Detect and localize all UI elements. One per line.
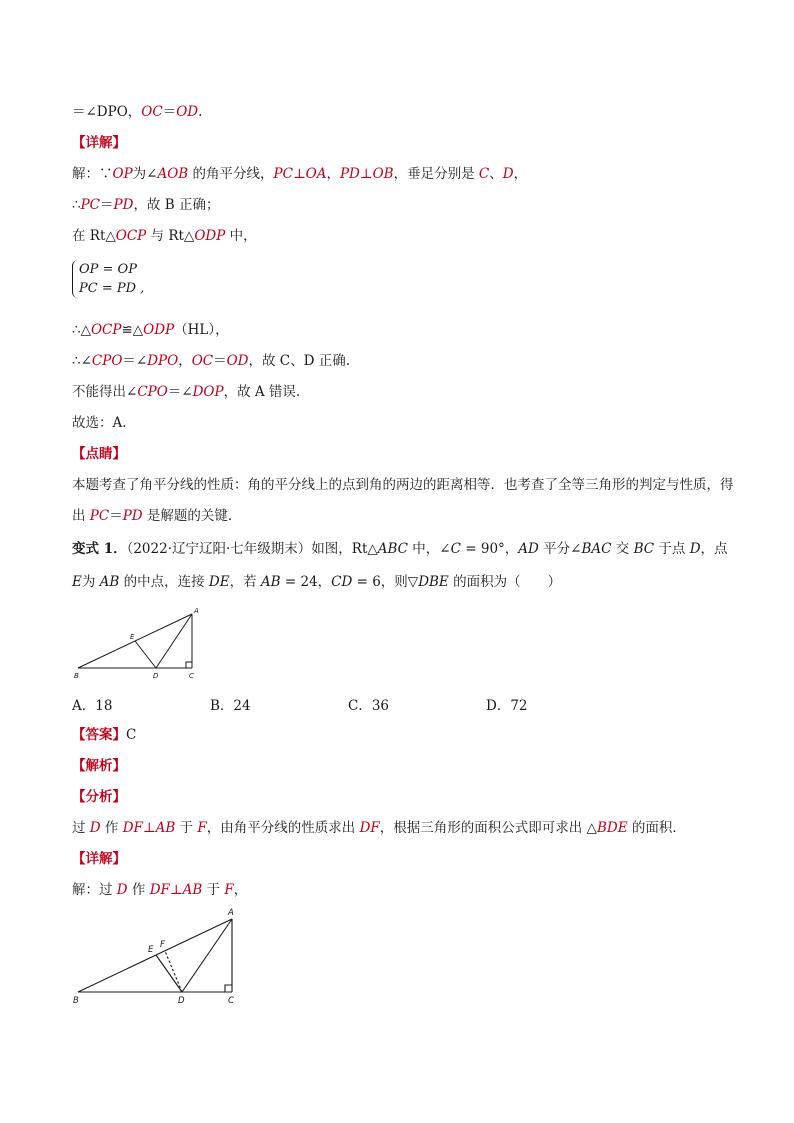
text: 为 xyxy=(81,574,100,590)
text: ＝∠DPO， xyxy=(72,104,142,120)
line-10 xyxy=(72,880,734,900)
math: AB xyxy=(99,574,120,590)
text: ∴ xyxy=(72,197,81,213)
label-e: E xyxy=(130,633,135,641)
equation-row: OP = OP xyxy=(79,262,137,277)
math: ⊥ xyxy=(292,166,306,182)
text: . xyxy=(198,104,203,120)
answer-value: C xyxy=(126,727,137,743)
right-angle-mark xyxy=(225,985,232,992)
text: ， xyxy=(326,166,340,182)
math: OP xyxy=(112,166,133,182)
text: 与 Rt△ xyxy=(146,228,195,244)
math: D xyxy=(502,166,514,182)
text: 的中点，连接 xyxy=(119,574,209,590)
section-point-heading: 【点睛】 xyxy=(72,446,126,462)
text: 在 Rt△ xyxy=(72,228,116,244)
label-f: F xyxy=(160,940,165,950)
line-7 xyxy=(72,382,734,402)
section-detail-heading-2: 【详解】 xyxy=(72,851,126,867)
text: ，故 B 正确； xyxy=(133,197,220,213)
section-fenxi-heading: 【分析】 xyxy=(72,789,126,805)
label-b: B xyxy=(74,672,79,680)
math: OD xyxy=(226,353,249,369)
label-e: E xyxy=(148,945,154,955)
math: C xyxy=(450,541,461,557)
math: AOB xyxy=(157,166,189,182)
text: ， xyxy=(178,353,192,369)
math: BDE xyxy=(596,820,628,836)
math: BAC xyxy=(581,541,612,557)
text: 为∠ xyxy=(132,166,158,182)
text: ∴△ xyxy=(72,322,91,338)
math: ODP xyxy=(143,322,175,338)
math: D xyxy=(689,541,701,557)
math: ABC xyxy=(377,541,409,557)
math: PD xyxy=(113,197,134,213)
math: ⊥ xyxy=(169,882,183,898)
math: DBE xyxy=(418,574,449,590)
text: （2022·辽宁辽阳·七年级期末）如图，Rt△ xyxy=(126,541,378,557)
math: DF xyxy=(122,820,143,836)
option-b: B．24 xyxy=(210,698,251,714)
line-8: 故选：A. xyxy=(72,415,127,431)
math: CD xyxy=(331,574,353,590)
text: 本题考查了角平分线的性质：角的平分线上的点到角的两边的距离相等．也考查了全等三角形的判定与性质，得出 xyxy=(72,477,734,524)
math: AB xyxy=(155,820,176,836)
label-d: D xyxy=(153,672,159,680)
text: = 6，则▽ xyxy=(352,574,419,590)
text: ，故 A 错误. xyxy=(223,384,301,400)
text: ，若 xyxy=(229,574,261,590)
line-9 xyxy=(72,818,734,838)
math: PD xyxy=(122,508,143,524)
label-d: D xyxy=(178,996,185,1006)
line-6 xyxy=(72,351,734,371)
math: OCP xyxy=(115,228,147,244)
line-5 xyxy=(72,320,734,340)
math: BC xyxy=(633,541,655,557)
text: 交 xyxy=(611,541,634,557)
math: OD xyxy=(176,104,199,120)
section-analysis-heading: 【解析】 xyxy=(72,758,126,774)
math: ODP xyxy=(194,228,226,244)
math: PC xyxy=(89,508,110,524)
label-c: C xyxy=(228,996,234,1006)
math: DPO xyxy=(147,353,179,369)
text: ≌△ xyxy=(121,322,144,338)
text: 过 xyxy=(72,820,90,836)
text: 解：∵ xyxy=(72,166,113,182)
math: D xyxy=(89,820,101,836)
math: DE xyxy=(208,574,230,590)
text: 是解题的关键． xyxy=(142,508,242,524)
text: 作 xyxy=(127,882,150,898)
label-a: A xyxy=(228,908,234,918)
text: 中，∠ xyxy=(408,541,451,557)
text: ，故 C、D 正确. xyxy=(248,353,351,369)
math: CPO xyxy=(137,384,168,400)
text: ＝ xyxy=(162,104,177,120)
segment-de xyxy=(135,641,156,668)
text: ＝∠ xyxy=(167,384,193,400)
math: CPO xyxy=(91,353,123,369)
math: ⊥ xyxy=(359,166,373,182)
math: DF xyxy=(359,820,380,836)
line-3 xyxy=(72,195,734,215)
math: F xyxy=(197,820,207,836)
right-angle-mark xyxy=(186,662,192,668)
math: OB xyxy=(372,166,394,182)
label-a: A xyxy=(194,607,199,615)
text: ，根据三角形的面积公式即可求出 △ xyxy=(379,820,597,836)
math: ⊥ xyxy=(142,820,156,836)
math: OCP xyxy=(90,322,122,338)
triangle-figure-1 xyxy=(68,605,208,683)
equation-system xyxy=(72,260,144,298)
triangle-figure-2 xyxy=(66,903,248,1011)
text: 于 xyxy=(175,820,198,836)
math: OA xyxy=(305,166,327,182)
text: ，点 xyxy=(700,541,728,557)
line-4 xyxy=(72,226,734,246)
math: PD xyxy=(339,166,360,182)
math: C xyxy=(478,166,490,182)
math: OC xyxy=(141,104,163,120)
text: （HL）， xyxy=(174,322,229,338)
text: ＝ xyxy=(109,508,123,524)
math: F xyxy=(224,882,234,898)
equation-row: PC = PD , xyxy=(79,281,145,296)
question-number: 变式 1． xyxy=(72,541,127,557)
math: DF xyxy=(149,882,170,898)
text: ， xyxy=(233,882,248,898)
option-c: C．36 xyxy=(348,698,390,714)
text: ，由角平分线的性质求出 xyxy=(206,820,360,836)
text: 的面积． xyxy=(627,820,686,836)
math: OC xyxy=(191,353,214,369)
text: 于 xyxy=(202,882,225,898)
label-c: C xyxy=(189,672,194,680)
math: PC xyxy=(80,197,101,213)
segment-de xyxy=(156,955,182,992)
text: = 90°， xyxy=(460,541,519,557)
math: E xyxy=(72,574,82,590)
option-a: A．18 xyxy=(72,698,113,714)
answer-line xyxy=(72,725,734,745)
question-text xyxy=(72,533,734,599)
math: AD xyxy=(518,541,539,557)
option-d: D．72 xyxy=(486,698,528,714)
text: 平分∠ xyxy=(538,541,582,557)
segment-ab xyxy=(78,919,232,992)
text: ，垂足分别是 xyxy=(393,166,479,182)
text: 不能得出∠ xyxy=(72,384,138,400)
text: ＝ xyxy=(100,197,114,213)
paragraph-point xyxy=(72,470,734,532)
text: = 24， xyxy=(280,574,332,590)
text: 中， xyxy=(225,228,257,244)
label-b: B xyxy=(73,996,79,1006)
text: 于点 xyxy=(654,541,690,557)
math: D xyxy=(116,882,128,898)
text: 作 xyxy=(100,820,123,836)
section-detail-heading: 【详解】 xyxy=(72,135,126,151)
line-1 xyxy=(72,102,734,122)
text: 、 xyxy=(489,166,503,182)
text: ＝ xyxy=(213,353,227,369)
text: ， xyxy=(513,166,528,182)
segment-ad xyxy=(182,919,232,992)
math: AB xyxy=(260,574,281,590)
text: 解：过 xyxy=(72,882,117,898)
math: PC xyxy=(273,166,293,182)
math: AB xyxy=(182,882,203,898)
answer-label: 【答案】 xyxy=(72,727,126,743)
text: 的面积为（ ） xyxy=(448,574,562,590)
text: ∴∠ xyxy=(72,353,92,369)
line-2 xyxy=(72,164,734,184)
math: DOP xyxy=(192,384,224,400)
text: 的角平分线， xyxy=(188,166,274,182)
text: ＝∠ xyxy=(122,353,148,369)
